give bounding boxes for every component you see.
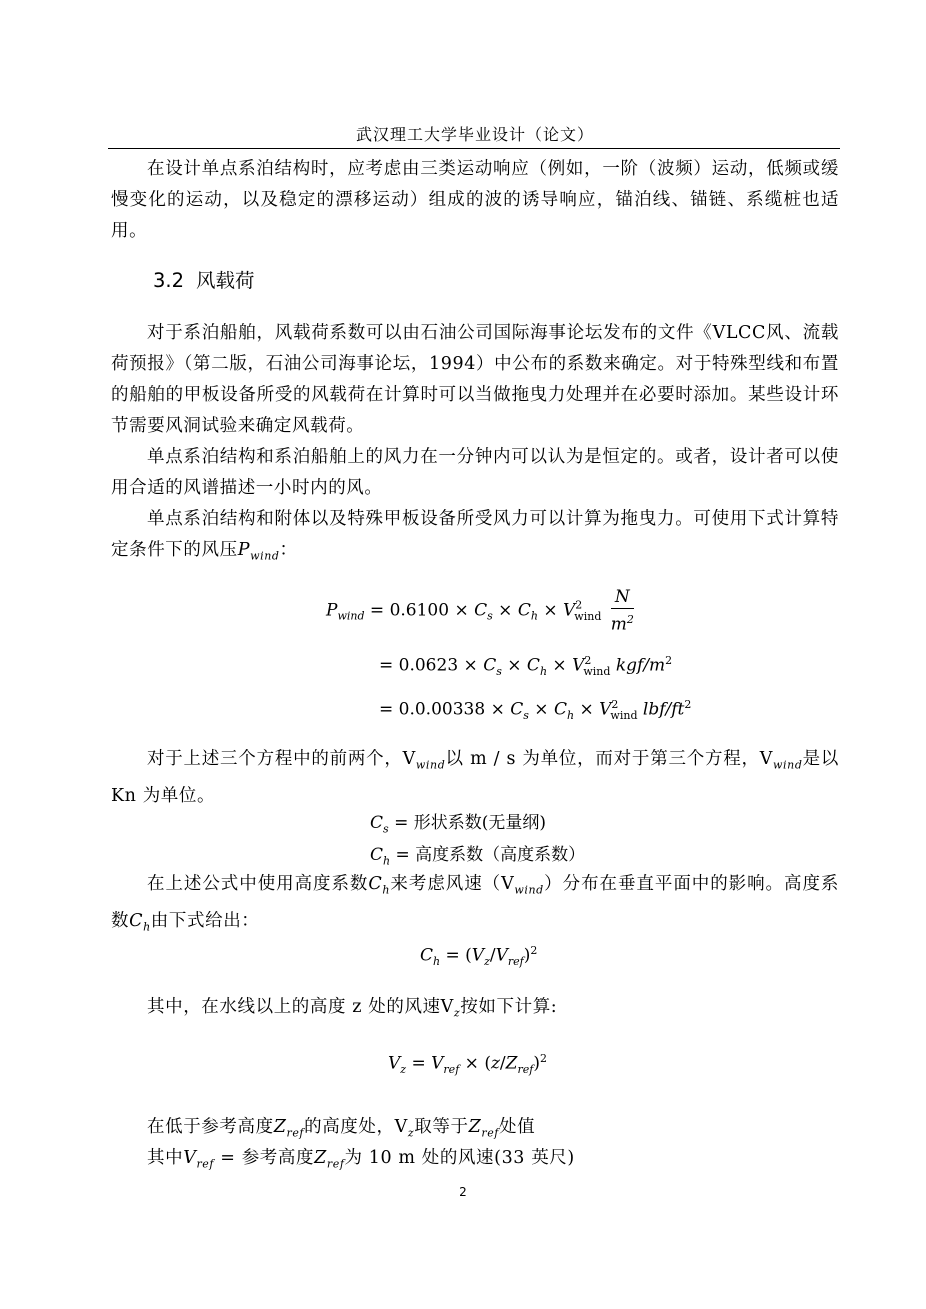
section-heading xyxy=(153,265,255,293)
paragraph-mooring-response: 在设计单点系泊结构时，应考虑由三类运动响应（例如，一阶（波频）运动，低频或缓慢变化的运动，以及稳定的漂移运动）组成的波的诱导响应，锚泊线、锚链、系缆桩也适用。 xyxy=(111,159,839,241)
eq3-coef: = 0.0.00338 × xyxy=(379,699,505,720)
section-title: 风载荷 xyxy=(196,269,255,292)
equation-ch: $C_h = (V_z/V_{ref})^2$ xyxy=(420,944,538,969)
eq1-unit-fraction: $\frac{N}{m^2}$ xyxy=(610,587,634,635)
paragraph-wind-constant: 单点系泊结构和系泊船舶上的风力在一分钟内可以认为是恒定的。或者，设计者可以使用合适的风谱描述一小时内的风。 xyxy=(111,447,839,498)
eq1-lhs-sub: wind xyxy=(337,609,365,623)
equation-pwind-n: $P_{wind} = 0.6100 \times C_s \times C_h \times V^2_{wind}$ $\frac{N}{m^2}$ xyxy=(326,587,634,635)
eq1-coef: = 0.6100 × xyxy=(369,600,469,621)
paragraph-wind-coefficients: 对于系泊船舶，风载荷系数可以由石油公司国际海事论坛发布的文件《VLCC风、流载荷预报》（第二版，石油公司海事论坛，1994）中公布的系数来确定。对于特殊型线和布置的船舶的甲板设备所受的风载荷在计算时可以当做拖曳力处理并在必要时添加。某些设计环节需要风洞试验来确定风载荷。 xyxy=(111,323,839,436)
definition-ch: $C_h$ = 高度系数（高度系数） xyxy=(370,845,586,868)
page-number: 2 xyxy=(459,1185,467,1199)
paragraph-vref: 其中$V_{ref}$ = 参考高度$Z_{ref}$为 10 m 处的风速(33 英尺) xyxy=(147,1148,575,1171)
equation-pwind-lbf: = $0.0.00338 \times C_s \times C_h \times V^2_{wind}$ lbf/$ft^2$ xyxy=(379,698,692,723)
running-header: 武汉理工大学毕业设计（论文） xyxy=(355,125,594,144)
header-rule xyxy=(108,148,840,149)
eq3-unit: lbf/ft xyxy=(642,699,685,720)
equation-pwind-kgf: = $0.0623 \times C_s \times C_h \times V^2_{wind}$ kgf/$m^2$ xyxy=(379,654,673,679)
p-wind-symbol: P xyxy=(237,540,251,560)
eq2-unit: kgf/m xyxy=(615,655,666,676)
drag-text: 单点系泊结构和附体以及特殊甲板设备所受风力可以计算为拖曳力。可使用下式计算特定条件下的风压 xyxy=(111,509,839,560)
paragraph-wind-speed: 其中，在水线以上的高度 z 处的风速$V_z$按如下计算: xyxy=(147,997,558,1020)
paragraph-units: 对于上述三个方程中的前两个，$V_{wind}$以 m / s 为单位，而对于第三个方程，$V_{wind}$是以Kn 为单位。 xyxy=(111,749,840,806)
paragraph-drag-force xyxy=(111,504,839,572)
colon: ： xyxy=(279,540,298,560)
p-wind-subscript: wind xyxy=(250,549,280,563)
paragraph-height-coefficient: 在上述公式中使用高度系数$C_h$来考虑风速$(V_{wind})$分布在垂直平面中的影响。高度系数$C_h$由下式给出： xyxy=(111,874,839,933)
eq2-coef: = 0.0623 × xyxy=(379,655,478,676)
paragraph-below-ref: 在低于参考高度$Z_{ref}$的高度处，$V_z$取等于$Z_{ref}$处值 xyxy=(147,1117,536,1140)
equation-vz: $V_z = V_{ref} \times (z/Z_{ref})^2$ xyxy=(388,1052,547,1077)
section-number: 3.2 xyxy=(153,269,185,292)
eq1-lhs: P xyxy=(326,600,338,621)
definition-cs: $C_s$ = 形状系数(无量纲) xyxy=(370,813,546,836)
